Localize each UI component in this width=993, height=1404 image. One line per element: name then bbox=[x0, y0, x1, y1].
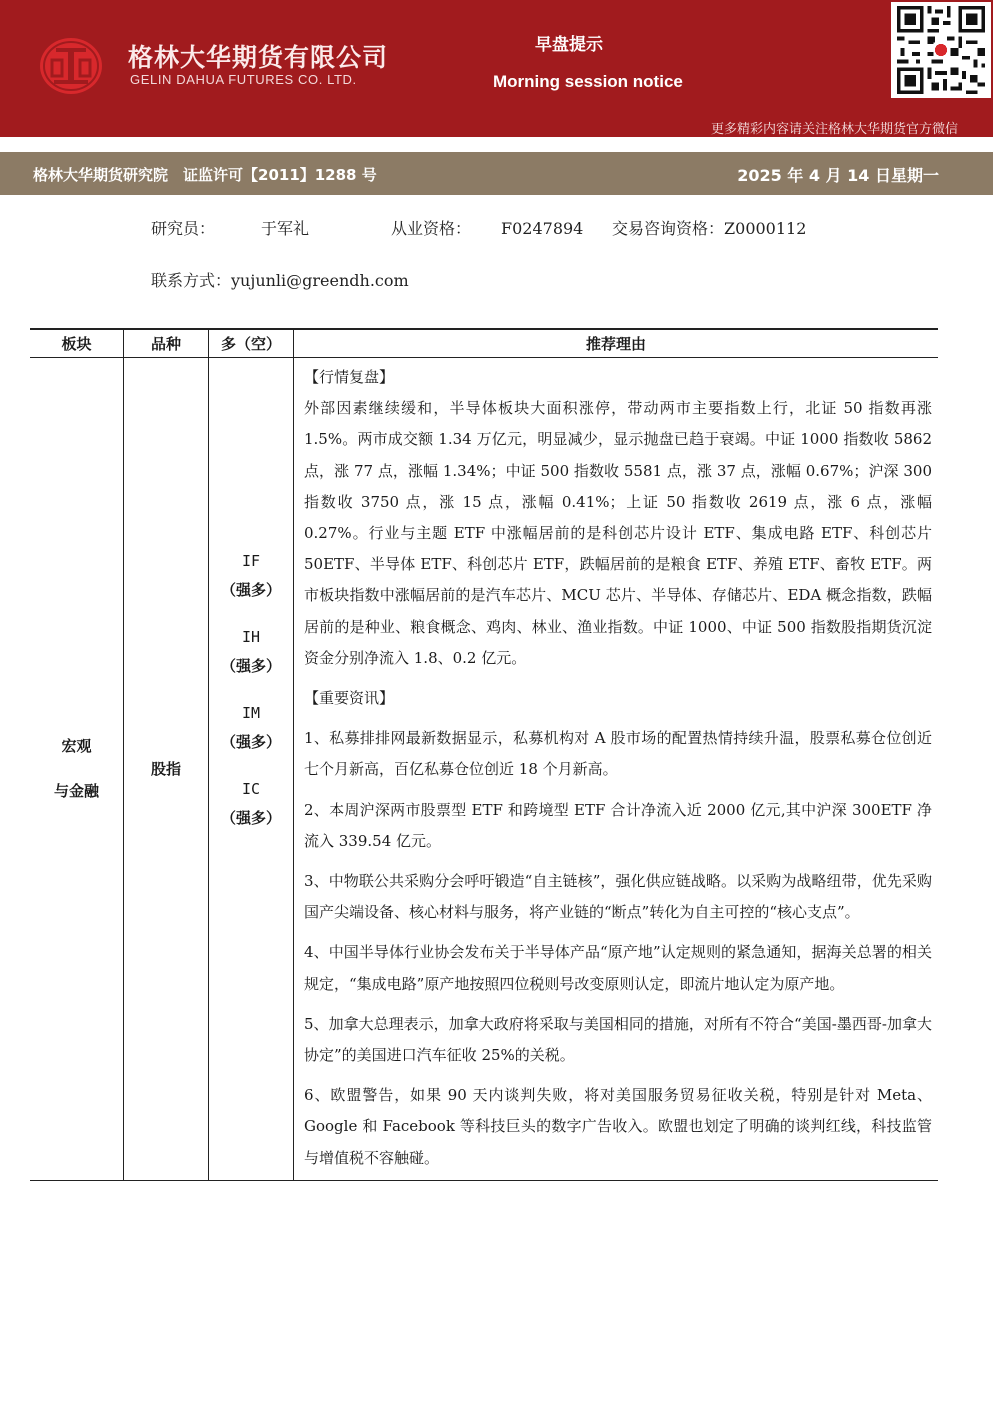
recommendation-table bbox=[30, 328, 938, 1181]
wechat-follow-text: 更多精彩内容请关注格林大华期货官方微信 bbox=[710, 122, 958, 137]
news-item-1: 1、私募排排网最新数据显示，私募机构对 A 股市场的配置热情持续升温，股票私募仓位创近七个月新高，百亿私募仓位创近 18 个月新高。 bbox=[304, 729, 932, 779]
report-header bbox=[0, 0, 993, 137]
researcher-label: 研究员： bbox=[151, 219, 216, 238]
contact-email: yujunli@greendh.com bbox=[231, 271, 409, 290]
table-header-row bbox=[30, 329, 938, 358]
qualification-label: 从业资格： bbox=[391, 219, 472, 238]
report-date: 2025 年 4 月 14 日星期一 bbox=[737, 166, 939, 185]
header-sector: 板块 bbox=[30, 329, 124, 358]
wechat-qr-code-icon bbox=[891, 2, 991, 98]
researcher-name: 于军礼 bbox=[261, 219, 310, 238]
sector-line1: 宏观 bbox=[61, 736, 92, 755]
contract-code: IM bbox=[241, 703, 261, 722]
header-reason: 推荐理由 bbox=[294, 329, 939, 358]
variety-cell: 股指 bbox=[124, 358, 209, 1181]
direction-item-ih bbox=[209, 623, 293, 681]
news-title: 【重要资讯】 bbox=[304, 689, 395, 708]
sector-cell bbox=[30, 358, 124, 1181]
contract-view: （强多） bbox=[220, 808, 281, 827]
review-text: 外部因素继续缓和，半导体板块大面积涨停，带动两市主要指数上行，北证 50 指数再涨 1.5%。两市成交额 1.34 万亿元，明显减少，显示抛盘已趋于衰竭。中证 1000 指数收 5862 点，涨 77 点，涨幅 1.34%；中证 500 指数收 5581 点，涨 37 点，涨幅 0.67%；沪深 300 指数收 3750 点，涨 15 点，涨幅 0.41%；上证 50 指数收 2619 点，涨 6 点，涨幅 0.27%。行业与主题 ETF 中涨幅居前的是科创芯片设计 ETF、集成电路 ETF、科创芯片 50ETF、半导体 ETF、科创芯片 ETF，跌幅居前的是粮食 ETF、养殖 ETF、畜牧 ETF。两市板块指数中涨幅居前的是汽车芯片、MCU 芯片、半导体、存储芯片、EDA 概念指数，跌幅居前的是种业、粮食概念、鸡肉、林业、渔业指数。中证 1000、中证 500 指数股指期货沉淀资金分别净流入 1.8、0.2 亿元。 bbox=[304, 399, 932, 667]
news-item-6: 6、欧盟警告，如果 90 天内谈判失败，将对美国服务贸易征收关税，特别是针对 Meta、Google 和 Facebook 等科技巨头的数字广告收入。欧盟也划定了明确的谈判红线，科技监管与增值税不容触碰。 bbox=[304, 1086, 932, 1167]
direction-cell bbox=[209, 358, 294, 1181]
news-item-3: 3、中物联公共采购分会呼吁锻造“自主链核”，强化供应链战略。以采购为战略纽带，优先采购国产尖端设备、核心材料与服务，将产业链的“断点”转化为自主可控的“核心支点”。 bbox=[304, 872, 932, 922]
direction-item-im bbox=[209, 699, 293, 757]
company-name-cn: 格林大华期货有限公司 bbox=[128, 43, 389, 72]
reason-cell bbox=[294, 358, 939, 1181]
notice-title-en: Morning session notice bbox=[493, 72, 683, 91]
contract-code: IH bbox=[241, 627, 261, 646]
sector-line2: 与金融 bbox=[53, 781, 99, 800]
contract-view: （强多） bbox=[220, 580, 281, 599]
institute-bar bbox=[0, 152, 993, 195]
contact-label: 联系方式： bbox=[151, 271, 232, 290]
table-row bbox=[30, 358, 938, 1181]
contract-view: （强多） bbox=[220, 732, 281, 751]
researcher-info bbox=[151, 216, 806, 239]
news-item-4: 4、中国半导体行业协会发布关于半导体产品“原产地”认定规则的紧急通知，据海关总署的相关规定，“集成电路”原产地按照四位税则号改变原则认定，即流片地认定为原产地。 bbox=[304, 943, 932, 993]
company-logo-icon bbox=[38, 36, 104, 96]
notice-title-cn: 早盘提示 bbox=[535, 35, 603, 55]
header-direction: 多（空） bbox=[209, 329, 294, 358]
direction-item-if bbox=[209, 547, 293, 605]
institute-license: 格林大华期货研究院 证监许可【2011】1288 号 bbox=[33, 166, 377, 184]
qualification-number: F0247894 bbox=[501, 219, 584, 238]
review-title: 【行情复盘】 bbox=[304, 368, 395, 386]
contract-view: （强多） bbox=[220, 656, 281, 675]
contract-code: IF bbox=[241, 551, 261, 570]
consult-label: 交易咨询资格： bbox=[612, 219, 725, 238]
news-item-2: 2、本周沪深两市股票型 ETF 和跨境型 ETF 合计净流入近 2000 亿元,其中沪深 300ETF 净流入 339.54 亿元。 bbox=[304, 800, 932, 850]
consult-number: Z0000112 bbox=[724, 219, 807, 238]
contact-info bbox=[151, 268, 409, 291]
direction-item-ic bbox=[209, 775, 293, 833]
header-variety: 品种 bbox=[124, 329, 209, 358]
company-name-en: GELIN DAHUA FUTURES CO. LTD. bbox=[130, 72, 357, 87]
news-item-5: 5、加拿大总理表示，加拿大政府将采取与美国相同的措施，对所有不符合“美国-墨西哥-加拿大协定”的美国进口汽车征收 25%的关税。 bbox=[304, 1014, 932, 1065]
contract-code: IC bbox=[241, 779, 261, 798]
